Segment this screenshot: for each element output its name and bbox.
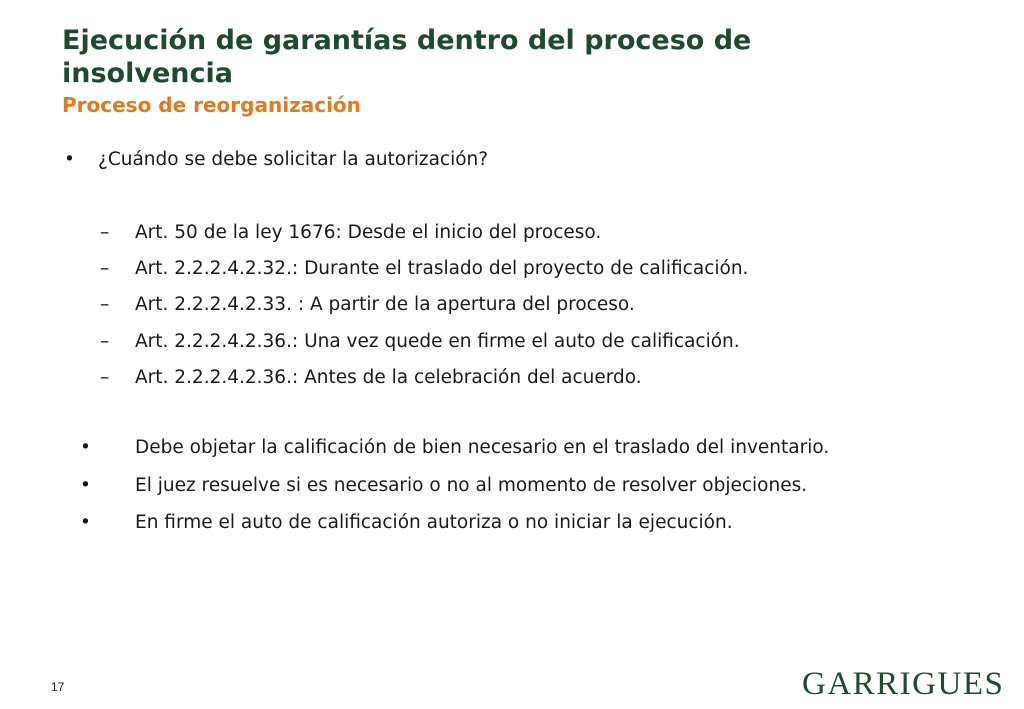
slide-subtitle: Proceso de reorganización bbox=[62, 93, 361, 117]
dash-marker: – bbox=[100, 258, 110, 279]
dash-item: Art. 2.2.2.4.2.36.: Antes de la celebración del acuerdo. bbox=[135, 367, 642, 388]
bullet-item: En firme el auto de calificación autoriza o no iniciar la ejecución. bbox=[135, 512, 733, 533]
dash-item: Art. 2.2.2.4.2.36.: Una vez quede en firme el auto de calificación. bbox=[135, 331, 740, 352]
bullet-marker: • bbox=[80, 475, 91, 496]
dash-marker: – bbox=[100, 367, 110, 388]
dash-item: Art. 2.2.2.4.2.33. : A partir de la apertura del proceso. bbox=[135, 294, 635, 315]
page-number: 17 bbox=[51, 680, 65, 694]
bullet-marker: • bbox=[80, 437, 91, 458]
slide-title: Ejecución de garantías dentro del proceso de insolvencia bbox=[62, 25, 752, 89]
dash-marker: – bbox=[100, 331, 110, 352]
dash-item: Art. 50 de la ley 1676: Desde el inicio del proceso. bbox=[135, 222, 602, 243]
bullet-marker: • bbox=[80, 512, 91, 533]
question-text: ¿Cuándo se debe solicitar la autorización? bbox=[98, 149, 489, 170]
dash-item: Art. 2.2.2.4.2.32.: Durante el traslado del proyecto de calificación. bbox=[135, 258, 749, 279]
bullet-item: Debe objetar la calificación de bien necesario en el traslado del inventario. bbox=[135, 437, 830, 458]
bullet-item: El juez resuelve si es necesario o no al momento de resolver objeciones. bbox=[135, 475, 808, 496]
question-bullet-marker: • bbox=[64, 149, 75, 170]
dash-marker: – bbox=[100, 294, 110, 315]
garrigues-logo: GARRIGUES bbox=[802, 666, 1005, 702]
dash-marker: – bbox=[100, 222, 110, 243]
